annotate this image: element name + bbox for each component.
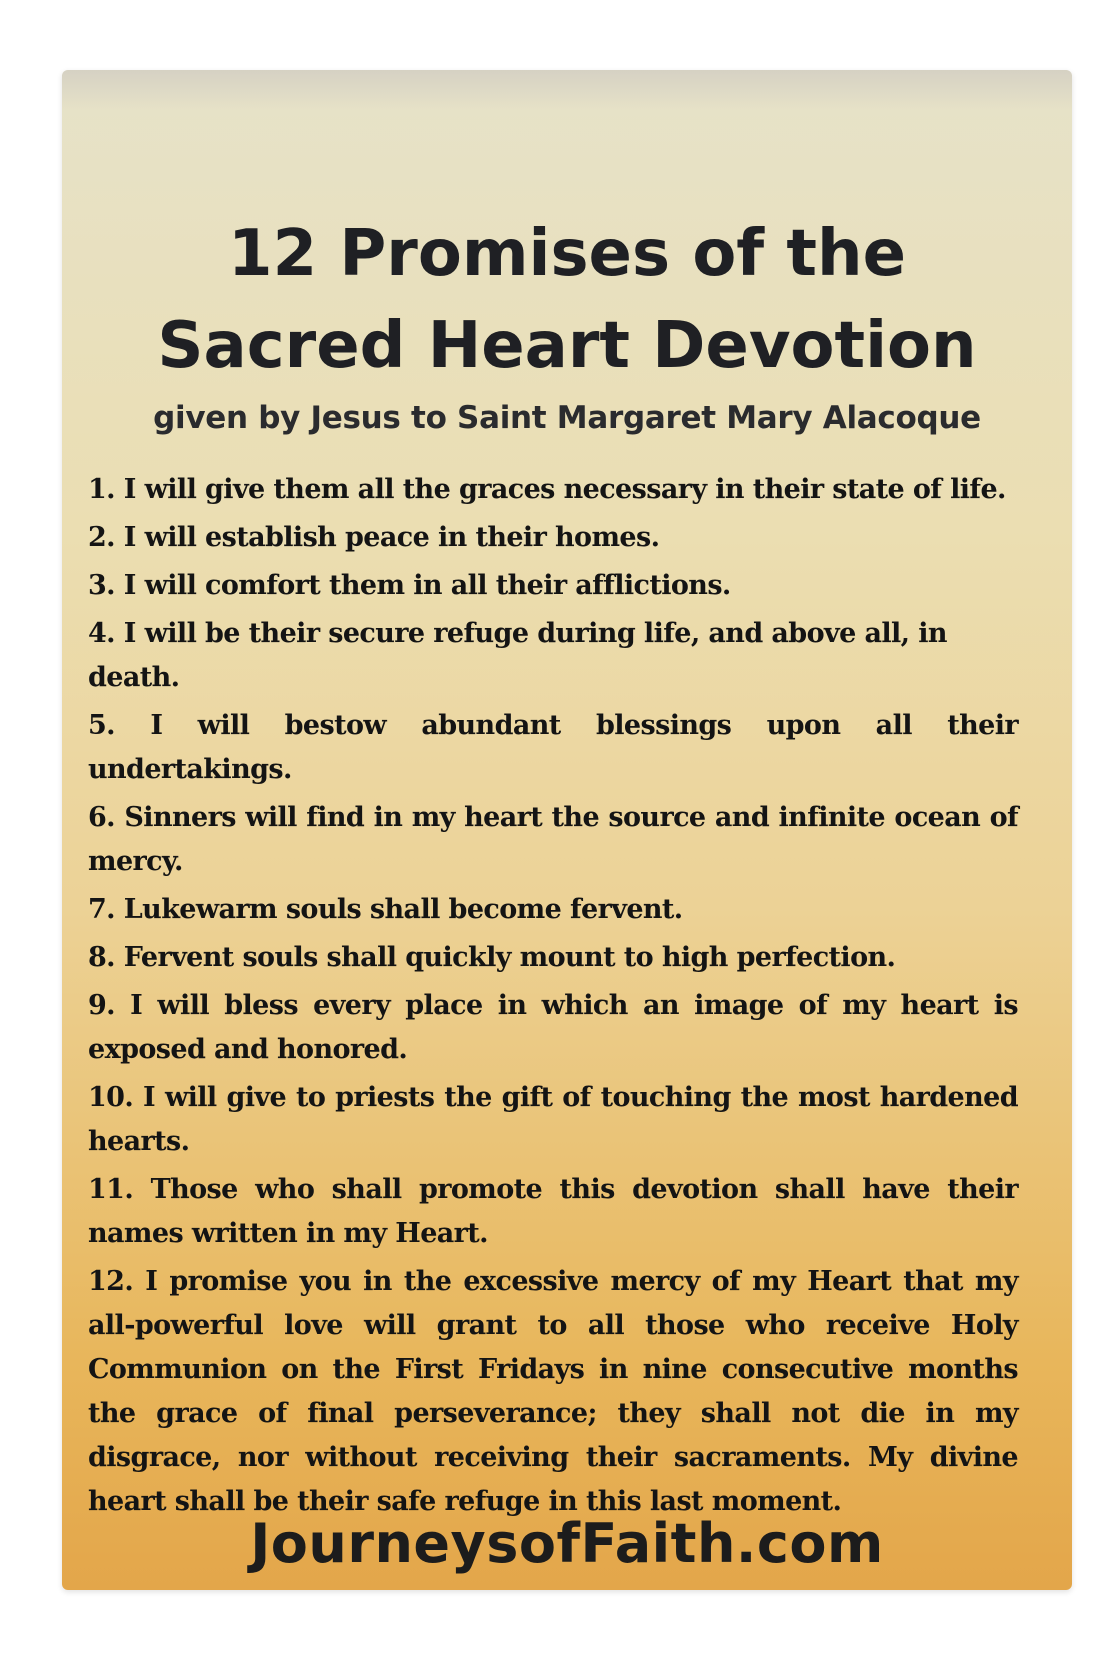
promise-item-6: 6. Sinners will find in my heart the source and infinite ocean of mercy. <box>88 802 1018 877</box>
promise-item-3: 3. I will comfort them in all their afflictions. <box>88 570 731 601</box>
title-line-2: Sacred Heart Devotion <box>157 309 977 383</box>
promise-item-11: 11. Those who shall promote this devotion shall have their names written in my Heart. <box>88 1174 1018 1249</box>
promise-item-7: 7. Lukewarm souls shall become fervent. <box>88 894 683 925</box>
prayer-card <box>62 70 1072 1590</box>
promise-item-4: 4. I will be their secure refuge during life, and above all, in death. <box>88 618 947 693</box>
promises-list <box>88 468 1018 1528</box>
website-footer: JourneysofFaith.com <box>250 1512 884 1575</box>
card-subtitle: given by Jesus to Saint Margaret Mary Alacoque <box>153 400 981 436</box>
promise-item-10: 10. I will give to priests the gift of touching the most hardened hearts. <box>88 1082 1018 1157</box>
title-line-1: 12 Promises of the <box>228 217 906 291</box>
promise-item-1: 1. I will give them all the graces necessary in their state of life. <box>88 474 1006 505</box>
promise-item-2: 2. I will establish peace in their homes. <box>88 522 660 553</box>
promise-item-9: 9. I will bless every place in which an image of my heart is exposed and honored. <box>88 990 1018 1065</box>
card-title <box>62 208 1072 392</box>
promise-item-8: 8. Fervent souls shall quickly mount to high perfection. <box>88 942 896 973</box>
promise-item-5: 5. I will bestow abundant blessings upon all their undertakings. <box>88 710 1018 785</box>
promise-item-12: 12. I promise you in the excessive mercy of my Heart that my all-powerful love will grant to all those who receive Holy Communion on the First Fridays in nine consecutive months the grace of final perseverance; they shall not die in my disgrace, nor without receiving their sacraments. My divine heart shall be their safe refuge in this last moment. <box>88 1266 1018 1517</box>
